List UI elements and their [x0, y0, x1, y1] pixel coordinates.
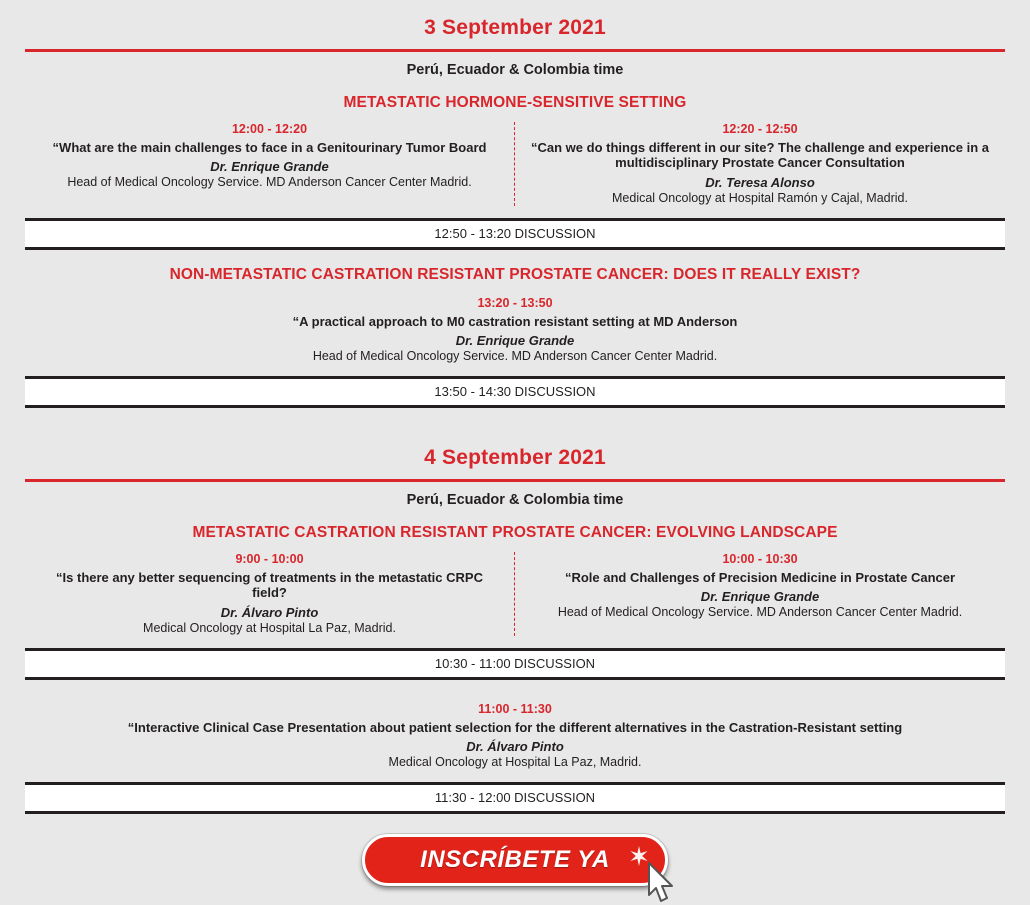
day-1-section-1-talks — [25, 122, 1005, 206]
talk-speaker: Dr. Enrique Grande — [210, 159, 329, 175]
talk-title: “What are the main challenges to face in a Genitourinary Tumor Board — [52, 140, 487, 155]
talk-speaker: Dr. Álvaro Pinto — [220, 604, 319, 620]
talk-affiliation: Head of Medical Oncology Service. MD Anderson Cancer Center Madrid. — [557, 605, 963, 620]
discussion-bar: 12:50 - 13:20 DISCUSSION — [25, 218, 1005, 250]
talk-speaker: Dr. Enrique Grande — [700, 589, 820, 605]
section-spacer — [0, 680, 1030, 690]
talk-title: “Is there any better sequencing of treatments in the metastatic CRPC field? — [56, 569, 483, 601]
talk-time: 12:20 - 12:50 — [722, 122, 798, 136]
talk-title: “Can we do things different in our site? The challenge and experience in a multidisciplinary Prostate Cancer Consultation — [531, 140, 989, 171]
day-separator — [0, 408, 1030, 446]
talk-title: “A practical approach to M0 castration resistant setting at MD Anderson — [292, 313, 738, 329]
talk-affiliation: Medical Oncology at Hospital Ramón y Cajal, Madrid. — [612, 190, 908, 205]
cta-area — [25, 834, 1005, 886]
day-1-date: 3 September 2021 — [424, 16, 606, 39]
talk-speaker: Dr. Álvaro Pinto — [466, 738, 564, 754]
talk-speaker: Dr. Enrique Grande — [455, 332, 575, 348]
day-2-timezone: Perú, Ecuador & Colombia time — [406, 491, 624, 508]
talk-title: “Interactive Clinical Case Presentation about patient selection for the different alternatives in the Castration-Resistant setting — [127, 719, 903, 735]
day-2-section-1-title: METASTATIC CASTRATION RESISTANT PROSTATE CANCER: EVOLVING LANDSCAPE — [192, 523, 838, 541]
register-button-label: INSCRÍBETE YA — [420, 845, 610, 873]
day-1-section-2-title: NON-METASTATIC CASTRATION RESISTANT PROSTATE CANCER: DOES IT REALLY EXIST? — [169, 265, 861, 283]
talk-card — [25, 122, 515, 206]
talk-card — [515, 122, 1005, 206]
talk-card — [25, 702, 1005, 770]
day-2-block — [0, 446, 1030, 814]
day-1-timezone: Perú, Ecuador & Colombia time — [406, 62, 624, 78]
talk-affiliation: Head of Medical Oncology Service. MD Anderson Cancer Center Madrid. — [67, 175, 472, 190]
talk-time: 12:00 - 12:20 — [231, 122, 308, 136]
discussion-bar: 13:50 - 14:30 DISCUSSION — [25, 376, 1005, 408]
talk-affiliation: Head of Medical Oncology Service. MD Anderson Cancer Center Madrid. — [312, 348, 718, 363]
talk-time: 13:20 - 13:50 — [477, 295, 553, 310]
talk-affiliation: Medical Oncology at Hospital La Paz, Madrid. — [143, 620, 396, 635]
day-1-section-1-title: METASTATIC HORMONE-SENSITIVE SETTING — [343, 94, 687, 111]
discussion-bar: 11:30 - 12:00 DISCUSSION — [25, 782, 1005, 814]
sparkle-icon — [629, 846, 649, 866]
cursor-pointer-icon — [645, 861, 679, 905]
talk-card — [25, 296, 1005, 364]
talk-title: “Role and Challenges of Precision Medicine in Prostate Cancer — [564, 569, 956, 585]
talk-speaker: Dr. Teresa Alonso — [705, 174, 815, 190]
register-button[interactable] — [362, 834, 668, 886]
day-2-date: 4 September 2021 — [424, 445, 606, 469]
talk-card — [515, 552, 1005, 636]
talk-time: 11:00 - 11:30 — [478, 701, 552, 716]
talk-time: 10:00 - 10:30 — [722, 551, 798, 566]
talk-affiliation: Medical Oncology at Hospital La Paz, Madrid. — [388, 754, 642, 769]
day-2-section-1-talks — [25, 552, 1005, 636]
talk-time: 9:00 - 10:00 — [235, 551, 304, 566]
discussion-bar: 10:30 - 11:00 DISCUSSION — [25, 648, 1005, 680]
day-1-block — [0, 0, 1030, 408]
talk-card — [25, 552, 515, 636]
